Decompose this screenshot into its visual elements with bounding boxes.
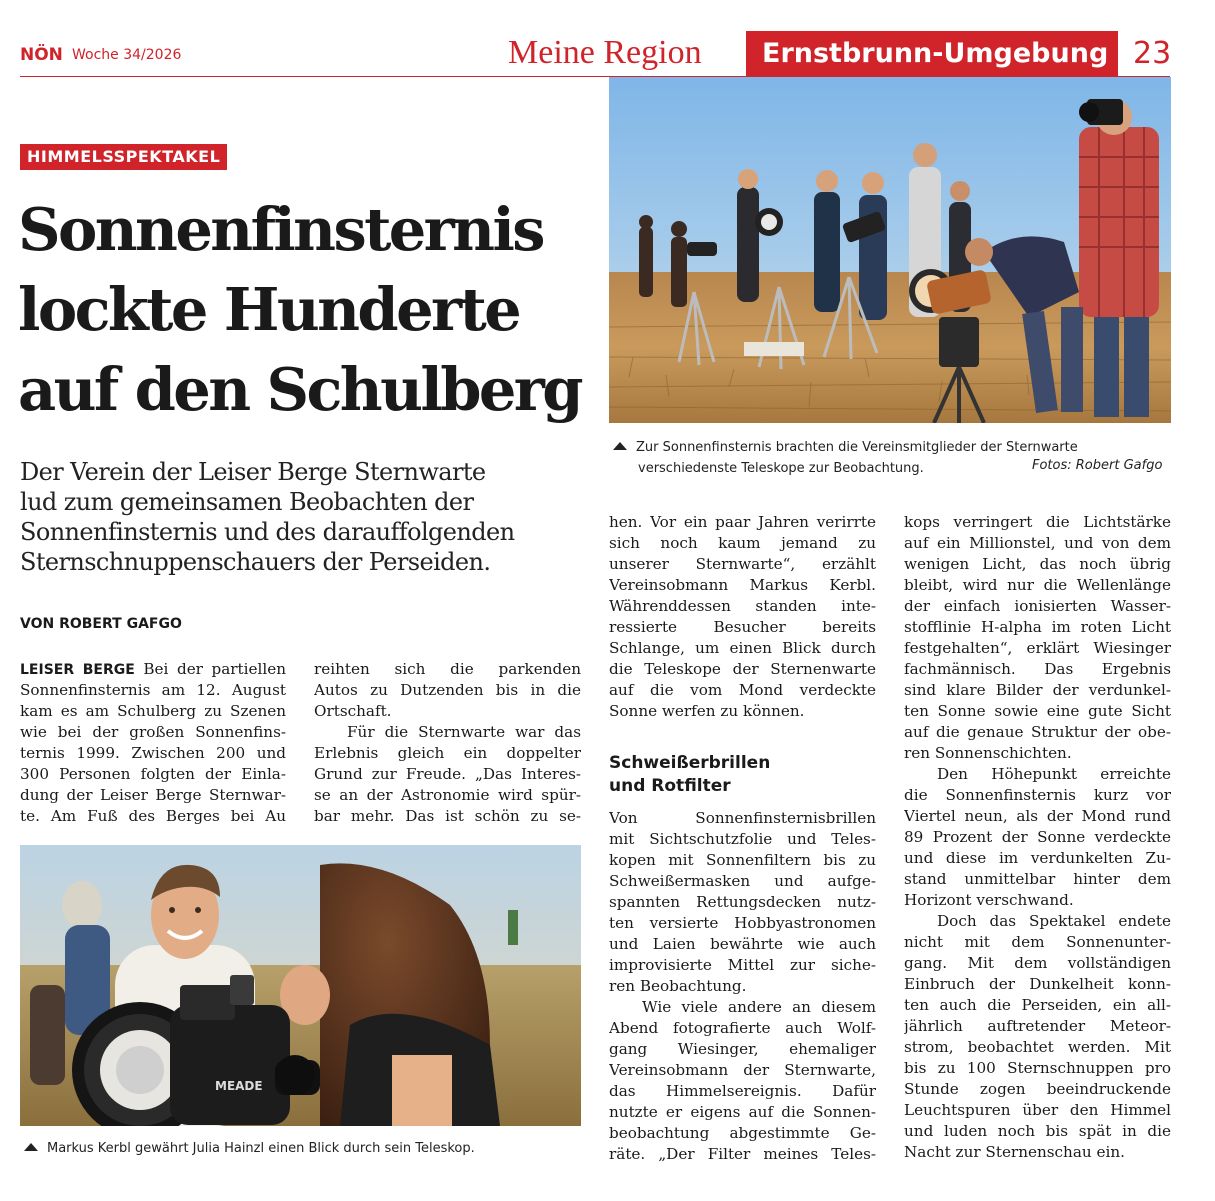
lead-line: Sternschnuppenschauers der Perseiden. [20, 548, 491, 576]
region-title: Ernstbrunn-Umgebung [762, 38, 1109, 69]
text-line: kops verringert die Lichtstärke [904, 513, 1171, 531]
kicker-badge: HIMMELSSPEKTAKEL [20, 144, 227, 170]
text-line: spannten Rettungsdecken nutz- [609, 893, 876, 911]
photo-crowd-telescopes [609, 77, 1171, 423]
text-line: bar mehr. Das ist schön zu se- [314, 807, 581, 825]
text-line: improvisierte Mittel zur siche- [609, 956, 876, 974]
caption-arrow-icon [613, 442, 627, 450]
text-line: hen. Vor ein paar Jahren verirrte [609, 513, 876, 531]
caption-text: Zur Sonnenfinsternis brachten die Vereinsmitglieder der Sternwarte [636, 440, 1078, 455]
photo-caption-bottom [24, 1138, 475, 1159]
text-line: nutzte er eigens auf die Sonnen- [609, 1103, 876, 1121]
text-line: ten auch die Perseiden, ein all- [904, 996, 1171, 1014]
text-line: stand unmittelbar hinter dem [904, 870, 1171, 888]
text-line: Einbruch der Dunkelheit konn- [904, 975, 1171, 993]
text-line: und luden noch bis spät in die [904, 1122, 1171, 1140]
text-line: Währenddessen standen inte- [609, 597, 876, 615]
caption-line [613, 437, 1173, 458]
text-line [20, 659, 286, 680]
text-line: Wie viele andere an diesem [642, 998, 876, 1016]
text-line: Vereinsobmann der Sternwarte, [609, 1061, 876, 1079]
text-line: Erlebnis gleich ein doppelter [314, 744, 581, 762]
text-line: und diese im verdunkelten Zu- [904, 849, 1171, 867]
subheading-line: Schweißerbrillen [609, 753, 771, 773]
lead-line: lud zum gemeinsamen Beobachten der [20, 488, 474, 516]
lead-line: Der Verein der Leiser Berge Sternwarte [20, 458, 486, 486]
lead-line: Sonnenfinsternis und des darauffolgenden [20, 518, 515, 546]
text-line: ten versierte Hobbyastronomen [609, 914, 876, 932]
text-line: fachmännisch. Das Ergebnis [904, 660, 1171, 678]
text-line: die Sonnenfinsternis kurz vor [904, 786, 1171, 804]
text-line: ressierte Besucher bereits [609, 618, 876, 636]
text-line: sich noch kaum jemand zu [609, 534, 876, 552]
text-line: Doch das Spektakel endete [937, 912, 1171, 930]
text-line: auf ein Millionstel, und von dem [904, 534, 1171, 552]
photo-kerbl-telescope [20, 845, 581, 1126]
text-line: Viertel neun, als der Mond rund [904, 807, 1171, 825]
text-line: bleibt, wird nur die Wellenlänge [904, 576, 1171, 594]
text-line: kam es am Schulberg zu Szenen [20, 702, 286, 720]
caption-line: verschiedenste Teleskope zur Beobachtung. [638, 461, 924, 476]
headline [18, 190, 593, 430]
text-line: Horizont verschwand. [904, 891, 1074, 909]
text-line: sind klare Bilder der verdunkel- [904, 681, 1171, 699]
text-line: mit Sichtschutzfolie und Teles- [609, 830, 876, 848]
text-line: 89 Prozent der Sonne verdeckte [904, 828, 1171, 846]
text-line: se an der Astronomie wird spür- [314, 786, 581, 804]
text-line: ren Sonnenschichten. [904, 744, 1072, 762]
text-line: ternis 1999. Zwischen 200 und [20, 744, 286, 762]
publication-logo: NÖN [20, 45, 63, 65]
text-line: nicht mit dem Sonnenunter- [904, 933, 1171, 951]
page-number: 23 [1133, 36, 1172, 71]
body-column-2 [314, 659, 581, 827]
text-line: festgehalten“, erklärt Wiesinger [904, 639, 1171, 657]
text-line: stofflinie H-alpha im roten Licht [904, 618, 1171, 636]
text-line: gang. Mit dem vollständigen [904, 954, 1171, 972]
text-line: beobachtung abgestimmte Ge- [609, 1124, 876, 1142]
text-line: dung der Leiser Berge Sternwar- [20, 786, 286, 804]
headline-line: lockte Hunderte [18, 275, 520, 344]
body-column-3 [609, 512, 876, 722]
text-line: wie bei der großen Sonnenfins- [20, 723, 286, 741]
text-line: Sonne werfen zu können. [609, 702, 805, 720]
text-line: Autos zu Dutzenden bis in die [314, 681, 581, 699]
text-line: das Himmelsereignis. Dafür [609, 1082, 876, 1100]
dateline: LEISER BERGE [20, 662, 135, 678]
text-line: Sonnenfinsternis am 12. August [20, 681, 286, 699]
text-line: gang Wiesinger, ehemaliger [609, 1040, 876, 1058]
photo-credit: Fotos: Robert Gafgo [1032, 458, 1163, 473]
text-line: reihten sich die parkenden [314, 660, 581, 678]
text-line: Leuchtspuren über den Himmel [904, 1101, 1171, 1119]
text-line: strom, beobachtet werden. Mit [904, 1038, 1171, 1056]
text-line: kopen mit Sonnenfiltern bis zu [609, 851, 876, 869]
text-line: Vereinsobmann Markus Kerbl. [609, 576, 876, 594]
text-line: wenigen Licht, das noch übrig [904, 555, 1171, 573]
lead-paragraph [20, 457, 590, 577]
subheading [609, 752, 770, 798]
caption-arrow-icon [24, 1143, 38, 1151]
text-line: ten Sonne sowie eine gute Sicht [904, 702, 1171, 720]
text-fragment: Bei der partiellen [134, 660, 286, 678]
text-line: Den Höhepunkt erreichte [937, 765, 1171, 783]
text-line: Nacht zur Sternenschau ein. [904, 1143, 1125, 1161]
text-line: Stunde zogen beeindruckende [904, 1080, 1171, 1098]
text-line: unserer Sternwarte“, erzählt [609, 555, 876, 573]
text-line: Für die Sternwarte war das [347, 723, 581, 741]
telescope-brand-text: MEADE [215, 1079, 263, 1093]
text-line: der einfach ionisierten Wasser- [904, 597, 1171, 615]
text-line: 300 Personen folgten der Einla- [20, 765, 286, 783]
byline: VON ROBERT GAFGO [20, 616, 182, 632]
text-line: räte. „Der Filter meines Teles- [609, 1145, 876, 1163]
text-line: jährlich auftretender Meteor- [904, 1017, 1171, 1035]
text-line: auf die genaue Struktur der obe- [904, 723, 1171, 741]
caption-text: Markus Kerbl gewährt Julia Hainzl einen Blick durch sein Teleskop. [47, 1141, 475, 1156]
headline-line: auf den Schulberg [18, 355, 581, 424]
section-title: Meine Region [508, 34, 702, 71]
body-column-4 [904, 512, 1171, 1163]
text-line: die Teleskope der Sternenwarte [609, 660, 876, 678]
headline-line: Sonnenfinsternis [18, 195, 543, 264]
text-line: Schweißermasken und aufge- [609, 872, 876, 890]
text-line: Ortschaft. [314, 702, 392, 720]
text-line: te. Am Fuß des Berges bei Au [20, 807, 286, 825]
text-line: ren Beobachtung. [609, 977, 747, 995]
text-line: Grund zur Freude. „Das Interes- [314, 765, 581, 783]
issue-week: Woche 34/2026 [72, 47, 182, 63]
text-line: Abend fotografierte auch Wolf- [609, 1019, 876, 1037]
text-line: bis zu 100 Sternschnuppen pro [904, 1059, 1171, 1077]
body-column-3-continued [609, 808, 876, 1165]
text-line: Schlange, um einen Blick durch [609, 639, 876, 657]
subheading-line: und Rotfilter [609, 776, 731, 796]
body-column-1 [20, 659, 286, 827]
text-line: und Laien bewährte wie auch [609, 935, 876, 953]
text-line: Von Sonnenfinsternisbrillen [609, 809, 876, 827]
text-line: auf die vom Mond verdeckte [609, 681, 876, 699]
